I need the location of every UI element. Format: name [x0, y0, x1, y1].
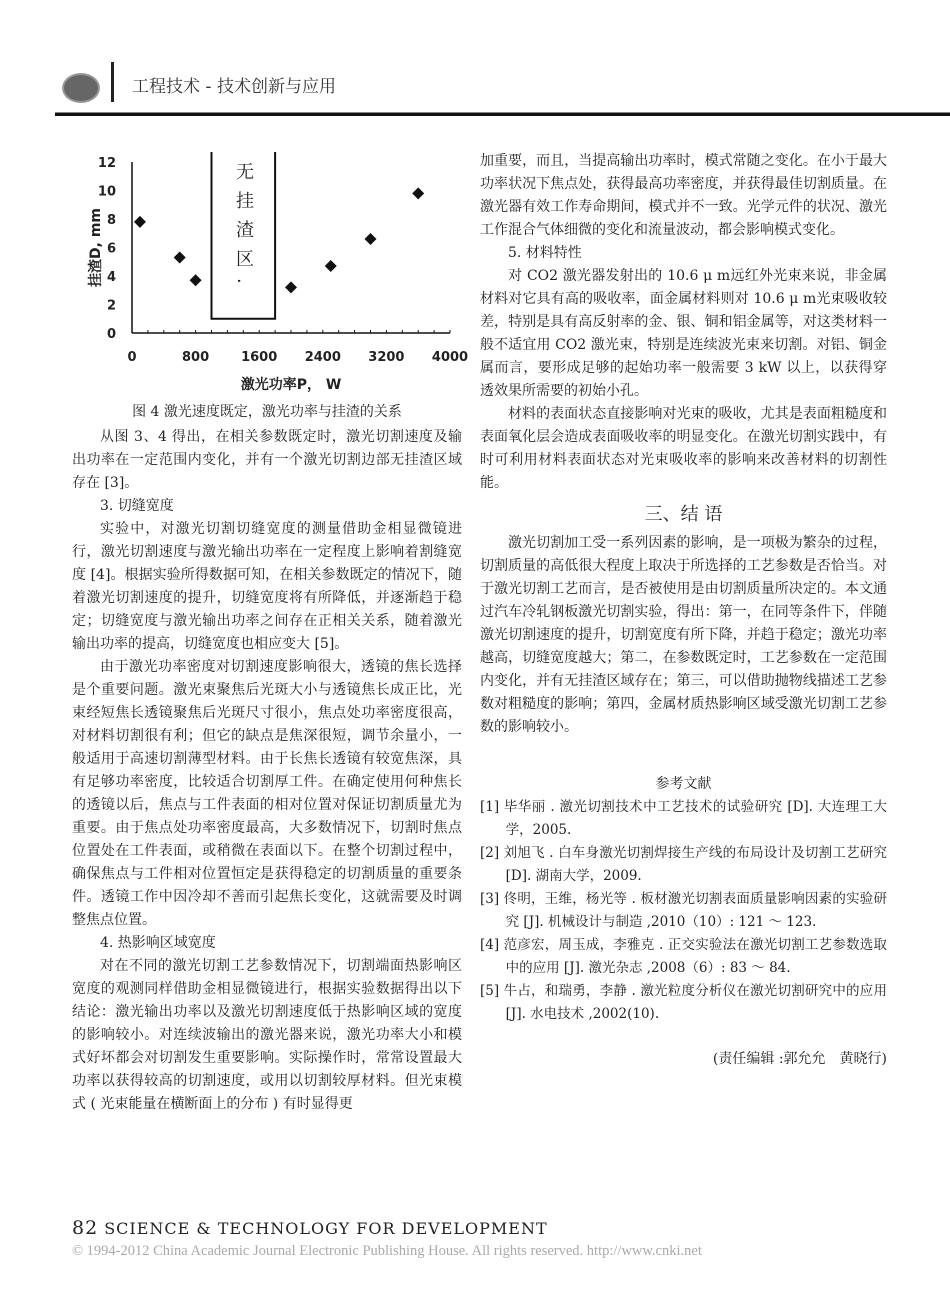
data-point	[134, 216, 146, 228]
y-axis-label: 挂渣D, mm	[88, 208, 104, 287]
paragraph: 材料的表面状态直接影响对光束的吸收，尤其是表面粗糙度和表面氧化层会造成表面吸收率的明显变化。在激光切割实践中，有时可利用材料表面状态对光束吸收率的影响来改善材料的切割性能。	[480, 406, 887, 491]
region-label: 无挂渣区.	[233, 162, 254, 295]
reference-item: [2] 刘旭飞 . 白车身激光切割焊接生产线的布局设计及切割工艺研究 [D]. 湖南大学，2009.	[480, 845, 887, 884]
x-tick-label: 4000	[431, 350, 469, 365]
x-tick-label: 2400	[304, 350, 341, 365]
paragraph: 激光切割加工受一系列因素的影响，是一项极为繁杂的过程，切割质量的高低很大程度上取决于所选择的工艺参数是否恰当。对于激光切割工艺而言，是否被使用是由切割质量所决定的。本文通过汽车冷轧钢板激光切割实验，得出：第一，在同等条件下，伴随激光切割速度的提升，切割宽度有所下降，并趋于稳定；激光功率越高，切缝宽度越大；第二，在参数既定时，工艺参数在一定范围内变化，并有无挂渣区域存在；第三，可以借助抛物线描述工艺参数对粗糙度的影响；第四，金属材质热影响区域受激光切割工艺参数的影响较小。	[480, 535, 887, 735]
references-list	[480, 796, 887, 1026]
y-tick-label: 4	[106, 270, 116, 285]
y-tick-label: 2	[106, 298, 116, 314]
x-axis-label: 激光功率P， W	[240, 377, 342, 393]
subheading: 4. 热影响区域宽度	[100, 935, 216, 951]
data-point	[285, 281, 297, 293]
reference-item: [3] 佟明，王维，杨光等 . 板材激光切割表面质量影响因素的实验研究 [J]. 机械设计与制造 ,2010（10）: 121 ～ 123.	[480, 891, 887, 930]
journal-name: SCIENCE & TECHNOLOGY FOR DEVELOPMENT	[104, 1219, 548, 1238]
subheading: 3. 切缝宽度	[100, 498, 174, 514]
y-tick-label: 10	[97, 184, 116, 200]
paragraph: 对 CO2 激光器发射出的 10.6 μ m远红外光束来说，非金属材料对它具有高的吸收率，面金属材料则对 10.6 μ m光束吸收较差，特别是具有高反射率的金、银、铜和铝金属等，对这类材料一般不适宜用 CO2 激光束，特别是连续波光束来切割。对铝、铜金属而言，要形成足够的起始功率一般需要 3 kW 以上，以获得穿透效果所需要的初始小孔。	[480, 268, 887, 399]
x-tick-label: 3200	[368, 350, 405, 365]
paragraph: 加重要，而且，当提高输出功率时，模式常随之变化。在小于最大功率状况下焦点处，获得最高功率密度，并获得最佳切割质量。在激光器有效工作寿命期间，模式并不一致。光学元件的状况、激光工作混合气体细微的变化和流量波动，都会影响模式变化。	[480, 153, 887, 238]
data-point	[325, 260, 337, 272]
x-tick-label: 1600	[241, 350, 278, 365]
data-point	[412, 187, 424, 199]
y-tick-label: 12	[97, 156, 116, 171]
paragraph: 从图 3、4 得出，在相关参数既定时，激光切割速度及输出功率在一定范围内变化，并有一个激光切割边部无挂渣区域存在 [3]。	[72, 429, 462, 491]
x-tick-label: 0	[127, 350, 137, 365]
x-tick-label: 800	[182, 350, 210, 365]
journal-logo-icon	[62, 73, 100, 103]
reference-item: [1] 毕华丽 . 激光切割技术中工艺技术的试验研究 [D]. 大连理工大学，2005.	[480, 799, 887, 838]
copyright-watermark: © 1994-2012 China Academic Journal Electronic Publishing House. All rights reserved. http://www.cnki.net	[72, 1243, 702, 1259]
y-tick-label: 6	[106, 241, 116, 257]
subheading: 5. 材料特性	[508, 245, 582, 261]
references-title: 参考文献	[655, 776, 712, 792]
right-column	[480, 150, 887, 1071]
y-tick-label: 8	[106, 213, 116, 228]
data-point	[190, 274, 202, 286]
y-tick-label: 0	[106, 327, 116, 342]
left-column	[72, 426, 462, 1116]
paragraph: 对在不同的激光切割工艺参数情况下，切割端面热影响区宽度的观测同样借助金相显微镜进行，根据实验数据得出以下结论：激光输出功率以及激光切割速度低于热影响区域的宽度的影响较小。对连续波输出的激光器来说，激光功率大小和模式好坏都会对切割发生重要影响。实际操作时，常常设置最大功率以获得较高的切割速度，或用以切割较厚材料。但光束模式 ( 光束能量在横断面上的分布 ) 有时显得更	[72, 958, 462, 1112]
paragraph: 实验中，对激光切割切缝宽度的测量借助金相显微镜进行，激光切割速度与激光输出功率在一定程度上影响着割缝宽度 [4]。根据实验所得数据可知，在相关参数既定的情况下，随着激光切割速度的提升，切缝宽度将有所降低，并逐渐趋于稳定；切缝宽度与激光输出功率之间存在正相关关系，随着激光输出功率的提高，切缝宽度也相应变大 [5]。	[72, 521, 462, 652]
paragraph: 由于激光功率密度对切割速度影响很大，透镜的焦长选择是个重要问题。激光束聚焦后光斑大小与透镜焦长成正比，光束经短焦长透镜聚焦后光斑尺寸很小，焦点处功率密度很高，对材料切割很有利；但它的缺点是焦深很短，调节余量小，一般适用于高速切割薄型材料。由于长焦长透镜有较宽焦深，具有足够功率密度，比较适合切割厚工件。在确定使用何种焦长的透镜以后，焦点与工件表面的相对位置对保证切割质量尤为重要。由于焦点处功率密度最高，大多数情况下，切割时焦点位置处在工件表面，或稍微在表面以下。在整个切割过程中，确保焦点与工件相对位置恒定是获得稳定的切割质量的重要条件。透镜工作中因冷却不善而引起焦长变化，这就需要及时调整焦点位置。	[72, 659, 462, 928]
data-point	[365, 233, 377, 245]
reference-item: [5] 牛占，和瑞勇，李静 . 激光粒度分析仪在激光切割研究中的应用 [J]. 水电技术 ,2002(10).	[480, 983, 887, 1022]
editor-note: (责任编辑 :郭允允 黄晓行)	[712, 1051, 887, 1067]
section-heading: 三、结 语	[644, 504, 723, 525]
reference-item: [4] 范彦宏，周玉成，李雅克 . 正交实验法在激光切割工艺参数选取中的应用 [J]. 激光杂志 ,2008（6）: 83 ～ 84.	[480, 937, 887, 976]
header-divider	[111, 62, 114, 102]
page-number: 82	[72, 1217, 99, 1239]
page-footer	[72, 1217, 548, 1239]
figure-caption: 图 4 激光速度既定，激光功率与挂渣的关系	[132, 404, 402, 420]
header-title: 工程技术 - 技术创新与应用	[132, 77, 336, 97]
data-point	[174, 251, 186, 263]
header-rule	[55, 112, 950, 116]
